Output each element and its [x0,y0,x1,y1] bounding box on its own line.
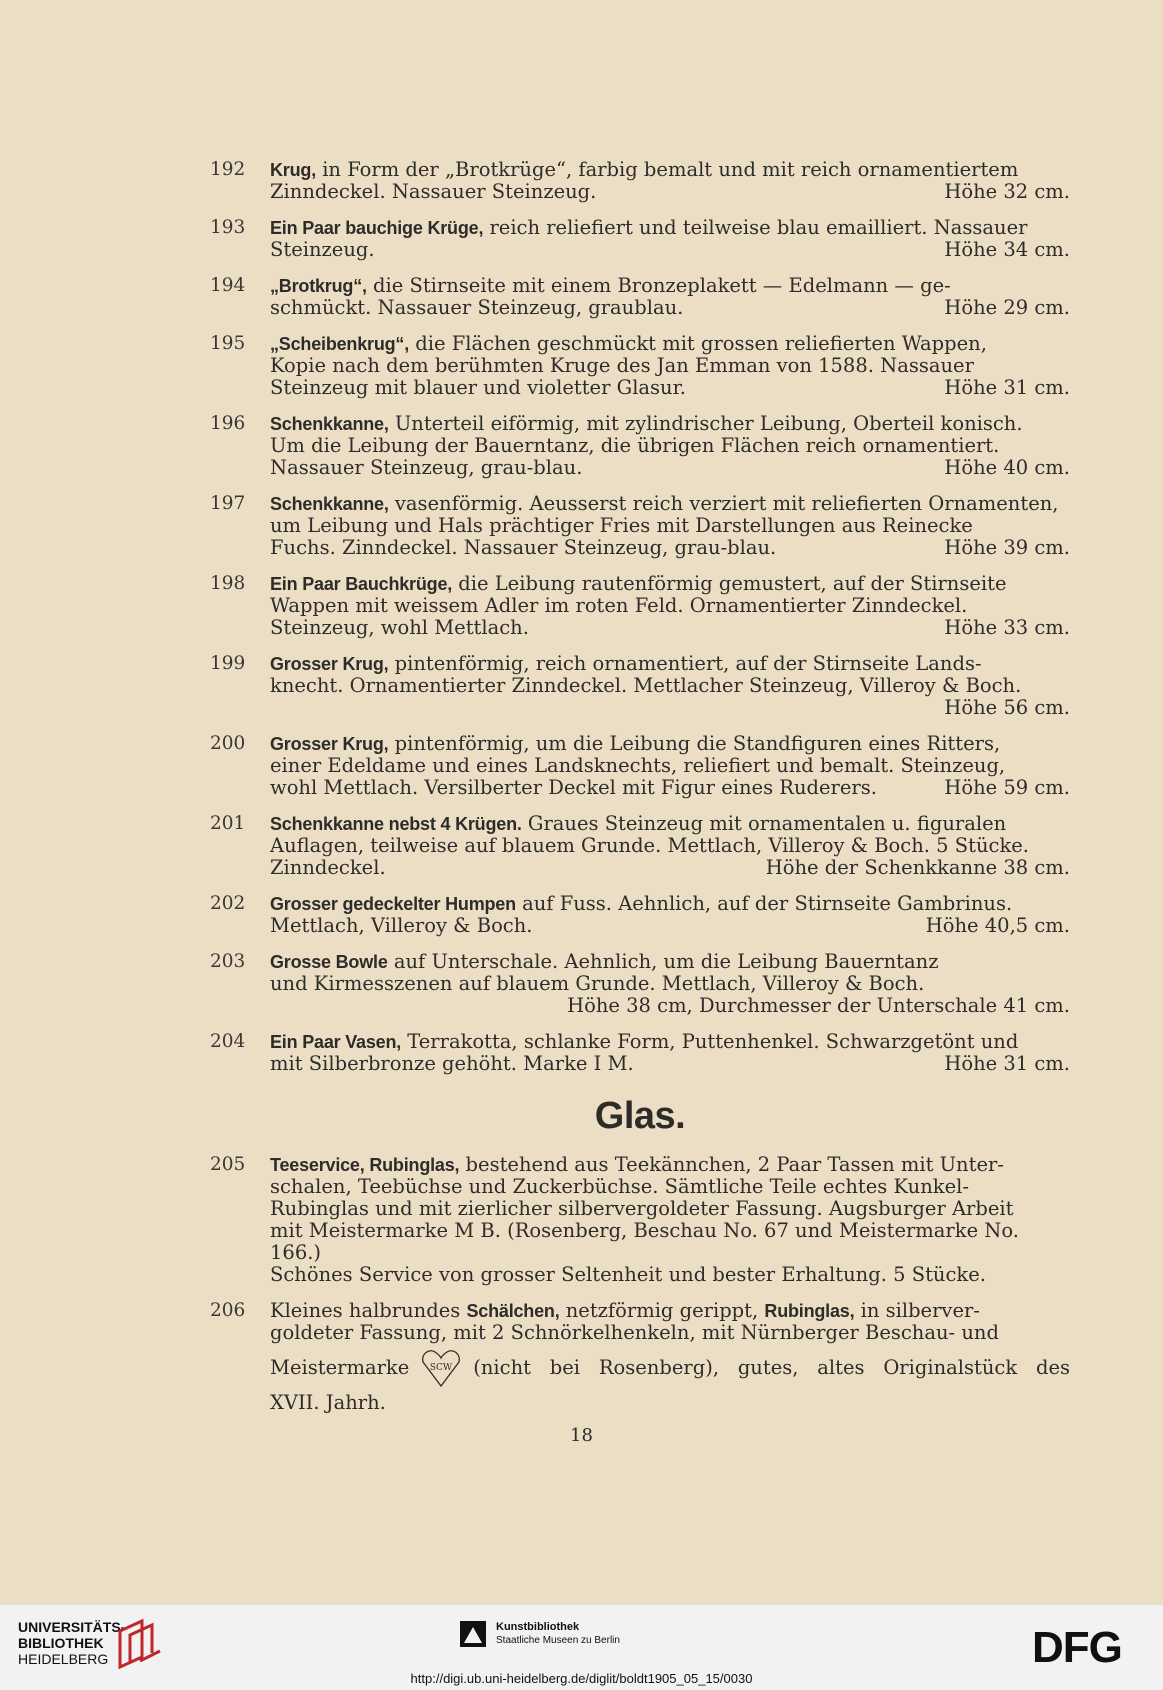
entry-line: um Leibung und Hals prächtiger Fries mit Darstellungen aus Reinecke [270,514,973,537]
entry-dimension: Höhe 32 cm. [944,180,1070,203]
entry-line [270,217,1070,239]
catalog-entry [210,159,1070,203]
entry-number: 200 [210,733,246,754]
entry-line [270,1300,1070,1322]
entry-number: 192 [210,159,246,180]
catalog-entry [210,733,1070,799]
entry-last-line [270,617,1070,639]
entry-text: auf Fuss. Aehnlich, auf der Stirnseite Gambrinus. [515,892,1013,915]
entry-title: Krug, [270,160,316,180]
entry-text: bestehend aus Teekännchen, 2 Paar Tassen mit Unter- [459,1153,1004,1176]
entry-text: Zinndeckel. [270,856,386,879]
entry-title: Grosser Krug, [270,654,389,674]
entry-text: (nicht bei Rosenberg), gutes, altes Originalstück des [473,1356,1070,1379]
entry-text: die Stirnseite mit einem Bronzeplakett — Edelmann — ge- [366,274,951,297]
catalog-entries [210,159,1070,1428]
entry-number: 205 [210,1154,246,1175]
catalog-entry [210,893,1070,937]
entry-number: 193 [210,217,246,238]
catalog-entry [210,1154,1070,1286]
catalog-entry [210,217,1070,261]
entry-text: Steinzeug mit blauer und violetter Glasur. [270,376,686,399]
entry-title: Rubinglas, [764,1301,855,1321]
entry-text: Steinzeug. [270,238,375,261]
entry-text: Nassauer Steinzeug, grau-blau. [270,456,583,479]
entry-dimension: Höhe 31 cm. [944,1052,1070,1075]
entry-line: Rubinglas und mit zierlicher silbervergoldeter Fassung. Augsburger Arbeit [270,1197,1014,1220]
entry-last-line [270,377,1070,399]
entry-text: in Form der „Brotkrüge“, farbig bemalt und mit reich ornamentiertem [316,158,1019,181]
entry-text: vasenförmig. Aeusserst reich verziert mit reliefierten Ornamenten, [388,492,1059,515]
entry-last-line [270,915,1070,937]
entry-text: Unterteil eiförmig, mit zylindrischer Leibung, Oberteil konisch. [388,412,1023,435]
entry-text: mit Silberbronze gehöht. Marke I M. [270,1052,634,1075]
kb-line-2: Staatliche Museen zu Berlin [496,1635,620,1646]
entry-line [270,413,1070,435]
entry-number: 201 [210,813,246,834]
entry-number: 203 [210,951,246,972]
entry-last-line [270,995,1070,1017]
entry-line [270,951,1070,973]
entry-line: mit Meistermarke M B. (Rosenberg, Beschau No. 67 und Meistermarke No. 166.) [270,1219,1019,1264]
entry-line: schalen, Teebüchse und Zuckerbüchse. Sämtliche Teile echtes Kunkel- [270,1175,969,1198]
entry-title: Grosse Bowle [270,952,388,972]
entry-dimension: Höhe 56 cm. [944,696,1070,719]
section-heading: Glas. [594,1095,686,1137]
entry-text: netzförmig gerippt, [559,1299,765,1322]
ub-heidelberg-logo-text[interactable] [18,1619,125,1667]
entry-line [270,1031,1070,1053]
entry-dimension: Höhe 29 cm. [944,296,1070,319]
entry-line [270,493,1070,515]
entry-last-line [270,239,1070,261]
entry-title: Teeservice, Rubinglas, [270,1155,460,1175]
entry-text: pintenförmig, reich ornamentiert, auf der Stirnseite Lands- [388,652,982,675]
entry-number: 206 [210,1300,246,1321]
entry-line: goldeter Fassung, mit 2 Schnörkelhenkeln, mit Nürnberger Beschau- und [270,1321,999,1344]
ub-line-3: HEIDELBERG [18,1651,109,1667]
entry-number: 202 [210,893,246,914]
entry-text: pintenförmig, um die Leibung die Standfiguren eines Ritters, [388,732,1001,755]
entry-line: Um die Leibung der Bauerntanz, die übrigen Flächen reich ornamentiert. [270,434,1000,457]
catalog-entry [210,413,1070,479]
entry-dimension: Höhe 38 cm, Durchmesser der Unterschale 41 cm. [567,994,1070,1017]
entry-last-line [270,697,1070,719]
entry-line: knecht. Ornamentierter Zinndeckel. Mettlacher Steinzeug, Villeroy & Boch. [270,674,1022,697]
entry-last-line [270,297,1070,319]
entry-text: die Flächen geschmückt mit grossen reliefierten Wappen, [409,332,987,355]
entry-line: XVII. Jahrh. [270,1391,386,1414]
ub-line-2: BIBLIOTHEK [18,1635,104,1651]
entry-line [270,653,1070,675]
catalog-entry [210,653,1070,719]
entry-line [270,333,1070,355]
entry-dimension: Höhe 31 cm. [944,376,1070,399]
entry-line: Wappen mit weissem Adler im roten Feld. Ornamentierter Zinndeckel. [270,594,968,617]
entry-text: Terrakotta, schlanke Form, Puttenhenkel. Schwarzgetönt und [401,1030,1019,1053]
kunstbibliothek-logo[interactable] [496,1621,620,1647]
entry-last-line [270,857,1070,879]
entry-title: „Brotkrug“, [270,276,367,296]
entry-last-line [270,457,1070,479]
entry-title: Schenkkanne, [270,414,389,434]
entry-dimension: Höhe 59 cm. [944,776,1070,799]
ub-line-1: UNIVERSITÄTS- [18,1619,126,1635]
entry-line [270,573,1070,595]
entry-number: 199 [210,653,246,674]
entry-number: 204 [210,1031,246,1052]
entry-text: Steinzeug, wohl Mettlach. [270,616,529,639]
entry-title: Grosser gedeckelter Humpen [270,894,516,914]
dfg-logo[interactable]: DFG [1032,1623,1122,1672]
entry-text: Zinndeckel. Nassauer Steinzeug. [270,180,597,203]
master-mark-heart-icon [419,1346,463,1390]
footer-bar [0,1605,1163,1690]
master-mark-letters: SCW [430,1363,453,1373]
entry-title: Grosser Krug, [270,734,389,754]
catalog-entry [210,951,1070,1017]
entry-number: 195 [210,333,246,354]
entry-dimension: Höhe 33 cm. [944,616,1070,639]
entry-text: wohl Mettlach. Versilberter Deckel mit Figur eines Ruderers. [270,776,877,799]
entry-line [270,275,1070,297]
page-number: 18 [570,1425,593,1446]
entry-line: und Kirmesszenen auf blauem Grunde. Mettlach, Villeroy & Boch. [270,972,925,995]
entry-line [270,813,1070,835]
entry-dimension: Höhe 39 cm. [944,536,1070,559]
entry-text: auf Unterschale. Aehnlich, um die Leibung Bauerntanz [387,950,939,973]
entry-number: 196 [210,413,246,434]
entry-dimension: Höhe 40 cm. [944,456,1070,479]
entry-title: Ein Paar Bauchkrüge, [270,574,453,594]
catalog-entry [210,573,1070,639]
entry-dimension: Höhe der Schenkkanne 38 cm. [765,856,1070,879]
entry-text: schmückt. Nassauer Steinzeug, graublau. [270,296,684,319]
ub-heidelberg-emblem-icon [116,1617,162,1669]
entry-title: Ein Paar bauchige Krüge, [270,218,484,238]
entry-last-line [270,537,1070,559]
entry-dimension: Höhe 34 cm. [944,238,1070,261]
permalink-url[interactable]: http://digi.ub.uni-heidelberg.de/diglit/boldt1905_05_15/0030 [410,1671,753,1686]
entry-last-line [270,181,1070,203]
entry-text: Graues Steinzeug mit ornamentalen u. figuralen [521,812,1007,835]
entry-number: 194 [210,275,246,296]
entry-title: Schenkkanne, [270,494,389,514]
kb-line-1: Kunstbibliothek [496,1621,580,1633]
entry-number: 198 [210,573,246,594]
entry-last-line [270,777,1070,799]
entry-number: 197 [210,493,246,514]
entry-dimension: Höhe 40,5 cm. [925,914,1070,937]
entry-line [270,1154,1070,1176]
entry-text: Kleines halbrundes [270,1299,467,1322]
entry-text: in silberver- [854,1299,980,1322]
entry-last-line [270,1053,1070,1075]
catalog-entry [210,813,1070,879]
entry-title: Schenkkanne nebst 4 Krügen. [270,814,522,834]
entry-text: Mettlach, Villeroy & Boch. [270,914,533,937]
entry-line: Schönes Service von grosser Seltenheit und bester Erhaltung. 5 Stücke. [270,1263,986,1286]
kunstbibliothek-emblem-icon [460,1621,486,1647]
entry-text: die Leibung rautenförmig gemustert, auf der Stirnseite [452,572,1007,595]
entry-line [270,733,1070,755]
entry-text: reich reliefiert und teilweise blau emailliert. Nassauer [483,216,1028,239]
entry-title: „Scheibenkrug“, [270,334,410,354]
entry-line: Kopie nach dem berühmten Kruge des Jan Emman von 1588. Nassauer [270,354,974,377]
catalog-entry [210,333,1070,399]
entry-line: Auflagen, teilweise auf blauem Grunde. Mettlach, Villeroy & Boch. 5 Stücke. [270,834,1030,857]
entry-text: Meistermarke [270,1356,410,1379]
entry-line [270,159,1070,181]
entry-line: einer Edeldame und eines Landsknechts, reliefiert und bemalt. Steinzeug, [270,754,1006,777]
entry-title: Ein Paar Vasen, [270,1032,402,1052]
catalog-entry [210,493,1070,559]
catalog-entry [210,275,1070,319]
catalog-entry [210,1300,1070,1414]
catalog-entry [210,1031,1070,1075]
entry-line [270,893,1070,915]
entry-title: Schälchen, [466,1301,560,1321]
entry-line-with-mark [270,1346,1070,1390]
entry-text: Fuchs. Zinndeckel. Nassauer Steinzeug, grau-blau. [270,536,777,559]
